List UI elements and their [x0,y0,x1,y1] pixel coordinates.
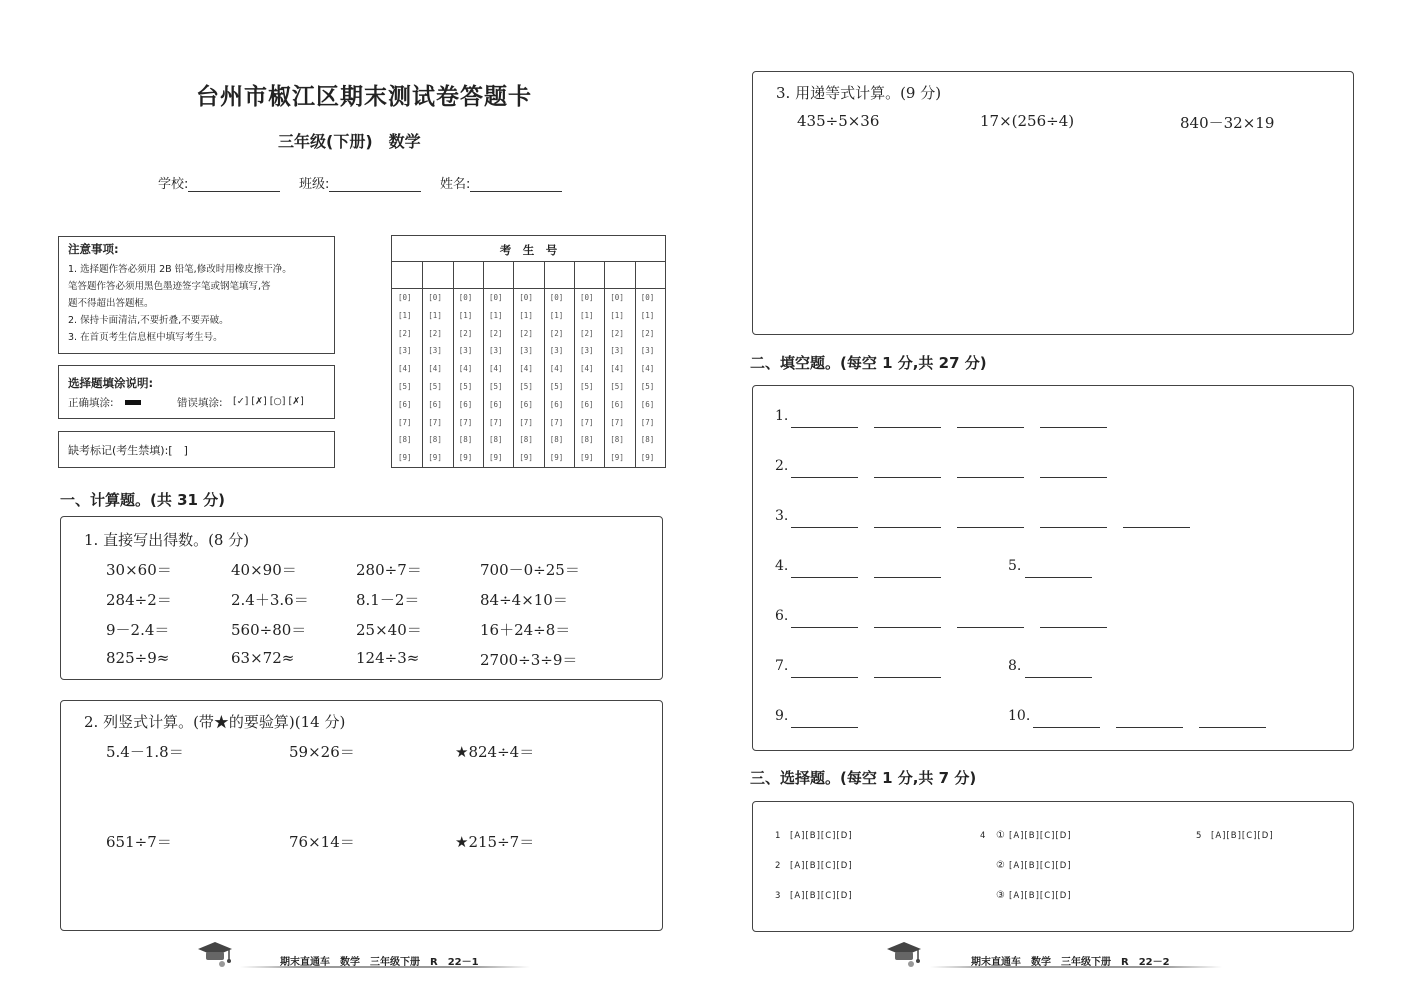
exam-id-digit[interactable]: [4] [549,364,564,374]
fill-blank[interactable] [957,477,1024,478]
exam-id-digit[interactable]: [8] [519,435,533,445]
fill-number: 9. [775,708,789,724]
fill-blank[interactable] [874,427,941,428]
absent-box[interactable] [58,431,335,468]
fill-blank[interactable] [1040,627,1107,628]
choice-box [752,801,1354,932]
fill-number: 10. [1008,708,1031,724]
choice-options[interactable]: [A][B][C][D] [790,891,853,901]
q3-item: 17×(256÷4) [980,112,1075,130]
q2-item: 5.4－1.8＝ [106,743,184,761]
exam-id-digit[interactable]: [5] [580,382,594,391]
exam-id-digit[interactable]: [2] [489,328,503,338]
exam-id-digit[interactable]: [2] [519,328,533,338]
exam-id-digit[interactable]: [2] [398,328,412,338]
exam-id-digit[interactable]: [1] [580,310,594,320]
q1-box [60,516,663,680]
exam-id-digit[interactable]: [8] [580,435,594,445]
fill-blank[interactable] [1025,577,1092,578]
exam-id-digit[interactable]: [5] [519,382,533,391]
exam-id-digit[interactable]: [5] [458,382,473,391]
exam-id-digit[interactable]: [4] [640,364,655,374]
notice-line: 2. 保持卡面清洁,不要折叠,不要弄破。 [68,315,229,326]
fill-blank[interactable] [791,477,858,478]
fill-blank[interactable] [957,527,1024,528]
page-title: 台州市椒江区期末测试卷答题卡 [196,83,532,110]
fill-number: 8. [1008,658,1022,674]
fill-number: 7. [775,658,789,674]
correct-fill-label: 正确填涂: [68,397,114,409]
choice-options[interactable]: [A][B][C][D] [1211,831,1274,841]
choice-options[interactable]: [A][B][C][D] [1009,861,1072,871]
exam-id-digit[interactable]: [7] [519,417,533,427]
exam-id-digit[interactable]: [9] [610,453,624,463]
exam-id-digit[interactable]: [6] [398,399,412,409]
exam-id-digit[interactable]: [6] [489,399,503,409]
exam-id-digit[interactable]: [4] [489,364,503,374]
exam-id-digit[interactable]: [6] [458,399,473,409]
footer-page1: 期末直通车 数学 三年级下册 R 22－1 [280,957,479,968]
exam-id-digit[interactable]: [5] [549,382,564,391]
exam-id-digit[interactable]: [4] [519,364,533,374]
choice-label: 5 [1196,831,1202,841]
choice-label: 2 [775,861,781,871]
q1-item: 124÷3≈ [356,649,420,667]
q1-item: 2.4＋3.6＝ [231,591,309,609]
fill-blank[interactable] [957,627,1024,628]
choice-label: ② [996,860,1005,871]
name-label: 姓名: [440,177,471,192]
exam-id-header: 考 生 号 [499,243,558,257]
exam-id-digit[interactable]: [1] [428,310,442,320]
exam-id-digit[interactable]: [2] [610,328,624,338]
exam-id-digit[interactable]: [0] [428,293,442,302]
choice-label: ③ [996,890,1005,901]
exam-id-digit[interactable]: [3] [640,346,655,356]
exam-id-digit[interactable]: [7] [580,417,594,427]
notice-line: 笔答题作答必须用黑色墨迹签字笔或钢笔填写,答 [68,281,271,292]
q1-item: 560÷80＝ [231,621,307,639]
fill-guide-box [58,365,335,419]
fill-guide-heading: 选择题填涂说明: [68,376,154,390]
fill-blank[interactable] [791,577,858,578]
exam-id-digit[interactable]: [6] [519,399,533,409]
fill-blank-box [752,385,1354,751]
fill-number: 4. [775,558,789,574]
exam-id-digit[interactable]: [3] [489,346,503,356]
exam-id-digit[interactable]: [0] [610,293,624,302]
exam-id-digit[interactable]: [7] [610,417,624,427]
q2-box [60,700,663,931]
fill-blank[interactable] [1040,427,1107,428]
exam-id-digit[interactable]: [6] [428,399,442,409]
fill-blank[interactable] [874,627,941,628]
q1-item: 284÷2＝ [106,591,172,609]
notice-heading: 注意事项: [68,242,119,256]
q1-item: 700－0÷25＝ [480,561,580,579]
exam-id-digit[interactable]: [7] [428,417,442,427]
notice-box [58,236,335,354]
exam-id-digit[interactable]: [2] [428,328,442,338]
class-field[interactable] [299,173,421,192]
q1-item: 9－2.4＝ [106,621,170,639]
exam-id-digit[interactable]: [8] [549,435,564,445]
exam-id-digit[interactable]: [3] [519,346,533,356]
footer-page2: 期末直通车 数学 三年级下册 R 22－2 [971,957,1170,968]
exam-id-digit[interactable]: [2] [549,328,564,338]
exam-id-digit[interactable]: [3] [580,346,594,356]
exam-id-digit[interactable]: [4] [458,364,473,374]
choice-label: ① [996,830,1005,841]
fill-blank[interactable] [791,427,858,428]
exam-id-digit[interactable]: [7] [549,417,564,427]
choice-options[interactable]: [A][B][C][D] [1009,831,1072,841]
q2-item: 59×26＝ [289,743,355,761]
q2-item: 651÷7＝ [106,833,172,851]
fill-number: 2. [775,458,789,474]
exam-id-digit[interactable]: [7] [398,417,412,427]
q1-item: 84÷4×10＝ [480,591,568,609]
wrong-fill-label: 错误填涂: [177,397,223,409]
exam-id-digit[interactable]: [5] [428,382,442,391]
absent-label: 缺考标记(考生禁填):[ ] [68,444,188,457]
fill-blank[interactable] [791,677,858,678]
exam-id-digit[interactable]: [7] [458,417,473,427]
q3-item: 435÷5×36 [797,112,880,130]
exam-id-digit[interactable]: [7] [489,417,503,427]
fill-number: 1. [775,408,789,424]
exam-id-digit[interactable]: [1] [398,310,412,320]
exam-id-digit[interactable]: [1] [519,310,533,320]
exam-id-digit[interactable]: [9] [458,453,473,463]
q3-item: 840－32×19 [1180,114,1275,132]
exam-id-digit[interactable]: [1] [458,310,473,320]
exam-id-digit[interactable]: [4] [610,364,624,374]
fill-number: 6. [775,608,789,624]
q2-item: ★215÷7＝ [455,833,535,851]
exam-id-digit[interactable]: [3] [458,346,473,356]
wrong-fill-marks: [✓] [✗] [○] [✗] [233,396,304,407]
exam-id-digit[interactable]: [3] [428,346,442,356]
notice-line: 3. 在首页考生信息框中填写考生号。 [68,332,223,343]
notice-line: 1. 选择题作答必须用 2B 铅笔,修改时用橡皮擦干净。 [68,264,292,275]
q1-title: 1. 直接写出得数。(8 分) [84,531,250,549]
choice-options[interactable]: [A][B][C][D] [790,831,853,841]
q1-item: 2700÷3÷9＝ [480,651,578,669]
fill-number: 3. [775,508,789,524]
exam-id-digit[interactable]: [4] [580,364,594,374]
q3-title: 3. 用递等式计算。(9 分) [776,84,942,102]
exam-id-digit[interactable]: [5] [610,382,624,391]
correct-fill-mark [125,400,141,405]
choice-label: 3 [775,891,781,901]
exam-id-digit[interactable]: [9] [398,453,412,463]
exam-id-digit[interactable]: [5] [640,382,655,391]
exam-id-digit[interactable]: [3] [398,346,412,356]
fill-blank[interactable] [874,577,941,578]
fill-blank[interactable] [791,527,858,528]
fill-blank[interactable] [957,427,1024,428]
fill-blank[interactable] [1199,727,1266,728]
choice-label: 4 [980,831,986,841]
choice-label: 1 [775,831,781,841]
exam-id-digit[interactable]: [8] [398,435,412,445]
exam-id-digit[interactable]: [0] [640,293,655,302]
choice-options[interactable]: [A][B][C][D] [1009,891,1072,901]
exam-id-digit[interactable]: [7] [640,417,655,427]
fill-blank[interactable] [1116,727,1183,728]
class-label: 班级: [299,177,330,192]
fill-blank[interactable] [1040,477,1107,478]
exam-id-digit[interactable]: [4] [398,364,412,374]
exam-id-digit[interactable]: [6] [580,399,594,409]
name-field[interactable] [440,173,562,192]
exam-id-digit[interactable]: [1] [489,310,503,320]
exam-id-digit[interactable]: [2] [580,328,594,338]
school-field[interactable] [158,173,280,192]
q2-item: ★824÷4＝ [455,743,535,761]
fill-blank[interactable] [874,477,941,478]
graduation-cap-icon [196,940,234,968]
q1-item: 280÷7＝ [356,561,422,579]
school-label: 学校: [158,177,189,192]
q1-item: 16＋24÷8＝ [480,621,571,639]
fill-blank[interactable] [1025,677,1092,678]
graduation-cap-icon [885,940,923,968]
exam-id-digit[interactable]: [9] [640,453,655,463]
q1-item: 40×90＝ [231,561,297,579]
exam-id-digit[interactable]: [9] [489,453,503,463]
q2-title: 2. 列竖式计算。(带★的要验算)(14 分) [84,713,346,731]
exam-id-digit[interactable]: [0] [489,293,503,302]
q3-box [752,71,1354,335]
exam-id-grid[interactable] [391,235,666,468]
exam-id-digit[interactable]: [8] [610,435,624,445]
fill-blank[interactable] [874,677,941,678]
exam-id-digit[interactable]: [0] [519,293,533,302]
exam-id-digit[interactable]: [3] [549,346,564,356]
q1-item: 825÷9≈ [106,649,170,667]
fill-blank[interactable] [791,727,858,728]
exam-id-digit[interactable]: [1] [610,310,624,320]
exam-id-digit[interactable]: [0] [580,293,594,302]
fill-blank[interactable] [791,627,858,628]
exam-id-digit[interactable]: [1] [640,310,655,320]
q1-item: 8.1－2＝ [356,591,420,609]
exam-id-digit[interactable]: [5] [398,382,412,391]
exam-id-digit[interactable]: [5] [489,382,503,391]
fill-blank[interactable] [1033,727,1100,728]
exam-id-digit[interactable]: [9] [580,453,594,463]
exam-id-digit[interactable]: [0] [458,293,473,302]
fill-blank[interactable] [874,527,941,528]
exam-id-digit[interactable]: [9] [549,453,564,463]
exam-id-digit[interactable]: [9] [428,453,442,463]
exam-id-digit[interactable]: [8] [428,435,442,445]
exam-id-digit[interactable]: [6] [549,399,564,409]
exam-id-digit[interactable]: [2] [458,328,473,338]
section1-heading: 一、计算题。(共 31 分) [60,491,226,509]
notice-line: 题不得超出答题框。 [68,298,154,309]
fill-number: 5. [1008,558,1022,574]
q2-item: 76×14＝ [289,833,355,851]
section2-heading: 二、填空题。(每空 1 分,共 27 分) [750,354,987,372]
exam-id-digit[interactable]: [0] [398,293,412,302]
exam-id-digit[interactable]: [0] [549,293,564,302]
q1-item: 30×60＝ [106,561,172,579]
q1-item: 63×72≈ [231,649,295,667]
choice-options[interactable]: [A][B][C][D] [790,861,853,871]
exam-id-digit[interactable]: [9] [519,453,533,463]
exam-id-digit[interactable]: [3] [610,346,624,356]
exam-id-digit[interactable]: [6] [610,399,624,409]
exam-id-digit[interactable]: [1] [549,310,564,320]
exam-id-digit[interactable]: [2] [640,328,655,338]
exam-id-digit[interactable]: [6] [640,399,655,409]
page-subtitle: 三年级(下册) 数学 [278,132,421,151]
q1-item: 25×40＝ [356,621,422,639]
fill-blank[interactable] [1123,527,1190,528]
section3-heading: 三、选择题。(每空 1 分,共 7 分) [750,769,977,787]
exam-id-digit[interactable]: [8] [640,435,655,445]
exam-id-digit[interactable]: [8] [489,435,503,445]
exam-id-digit[interactable]: [8] [458,435,473,445]
exam-id-digit[interactable]: [4] [428,364,442,374]
fill-blank[interactable] [1040,527,1107,528]
